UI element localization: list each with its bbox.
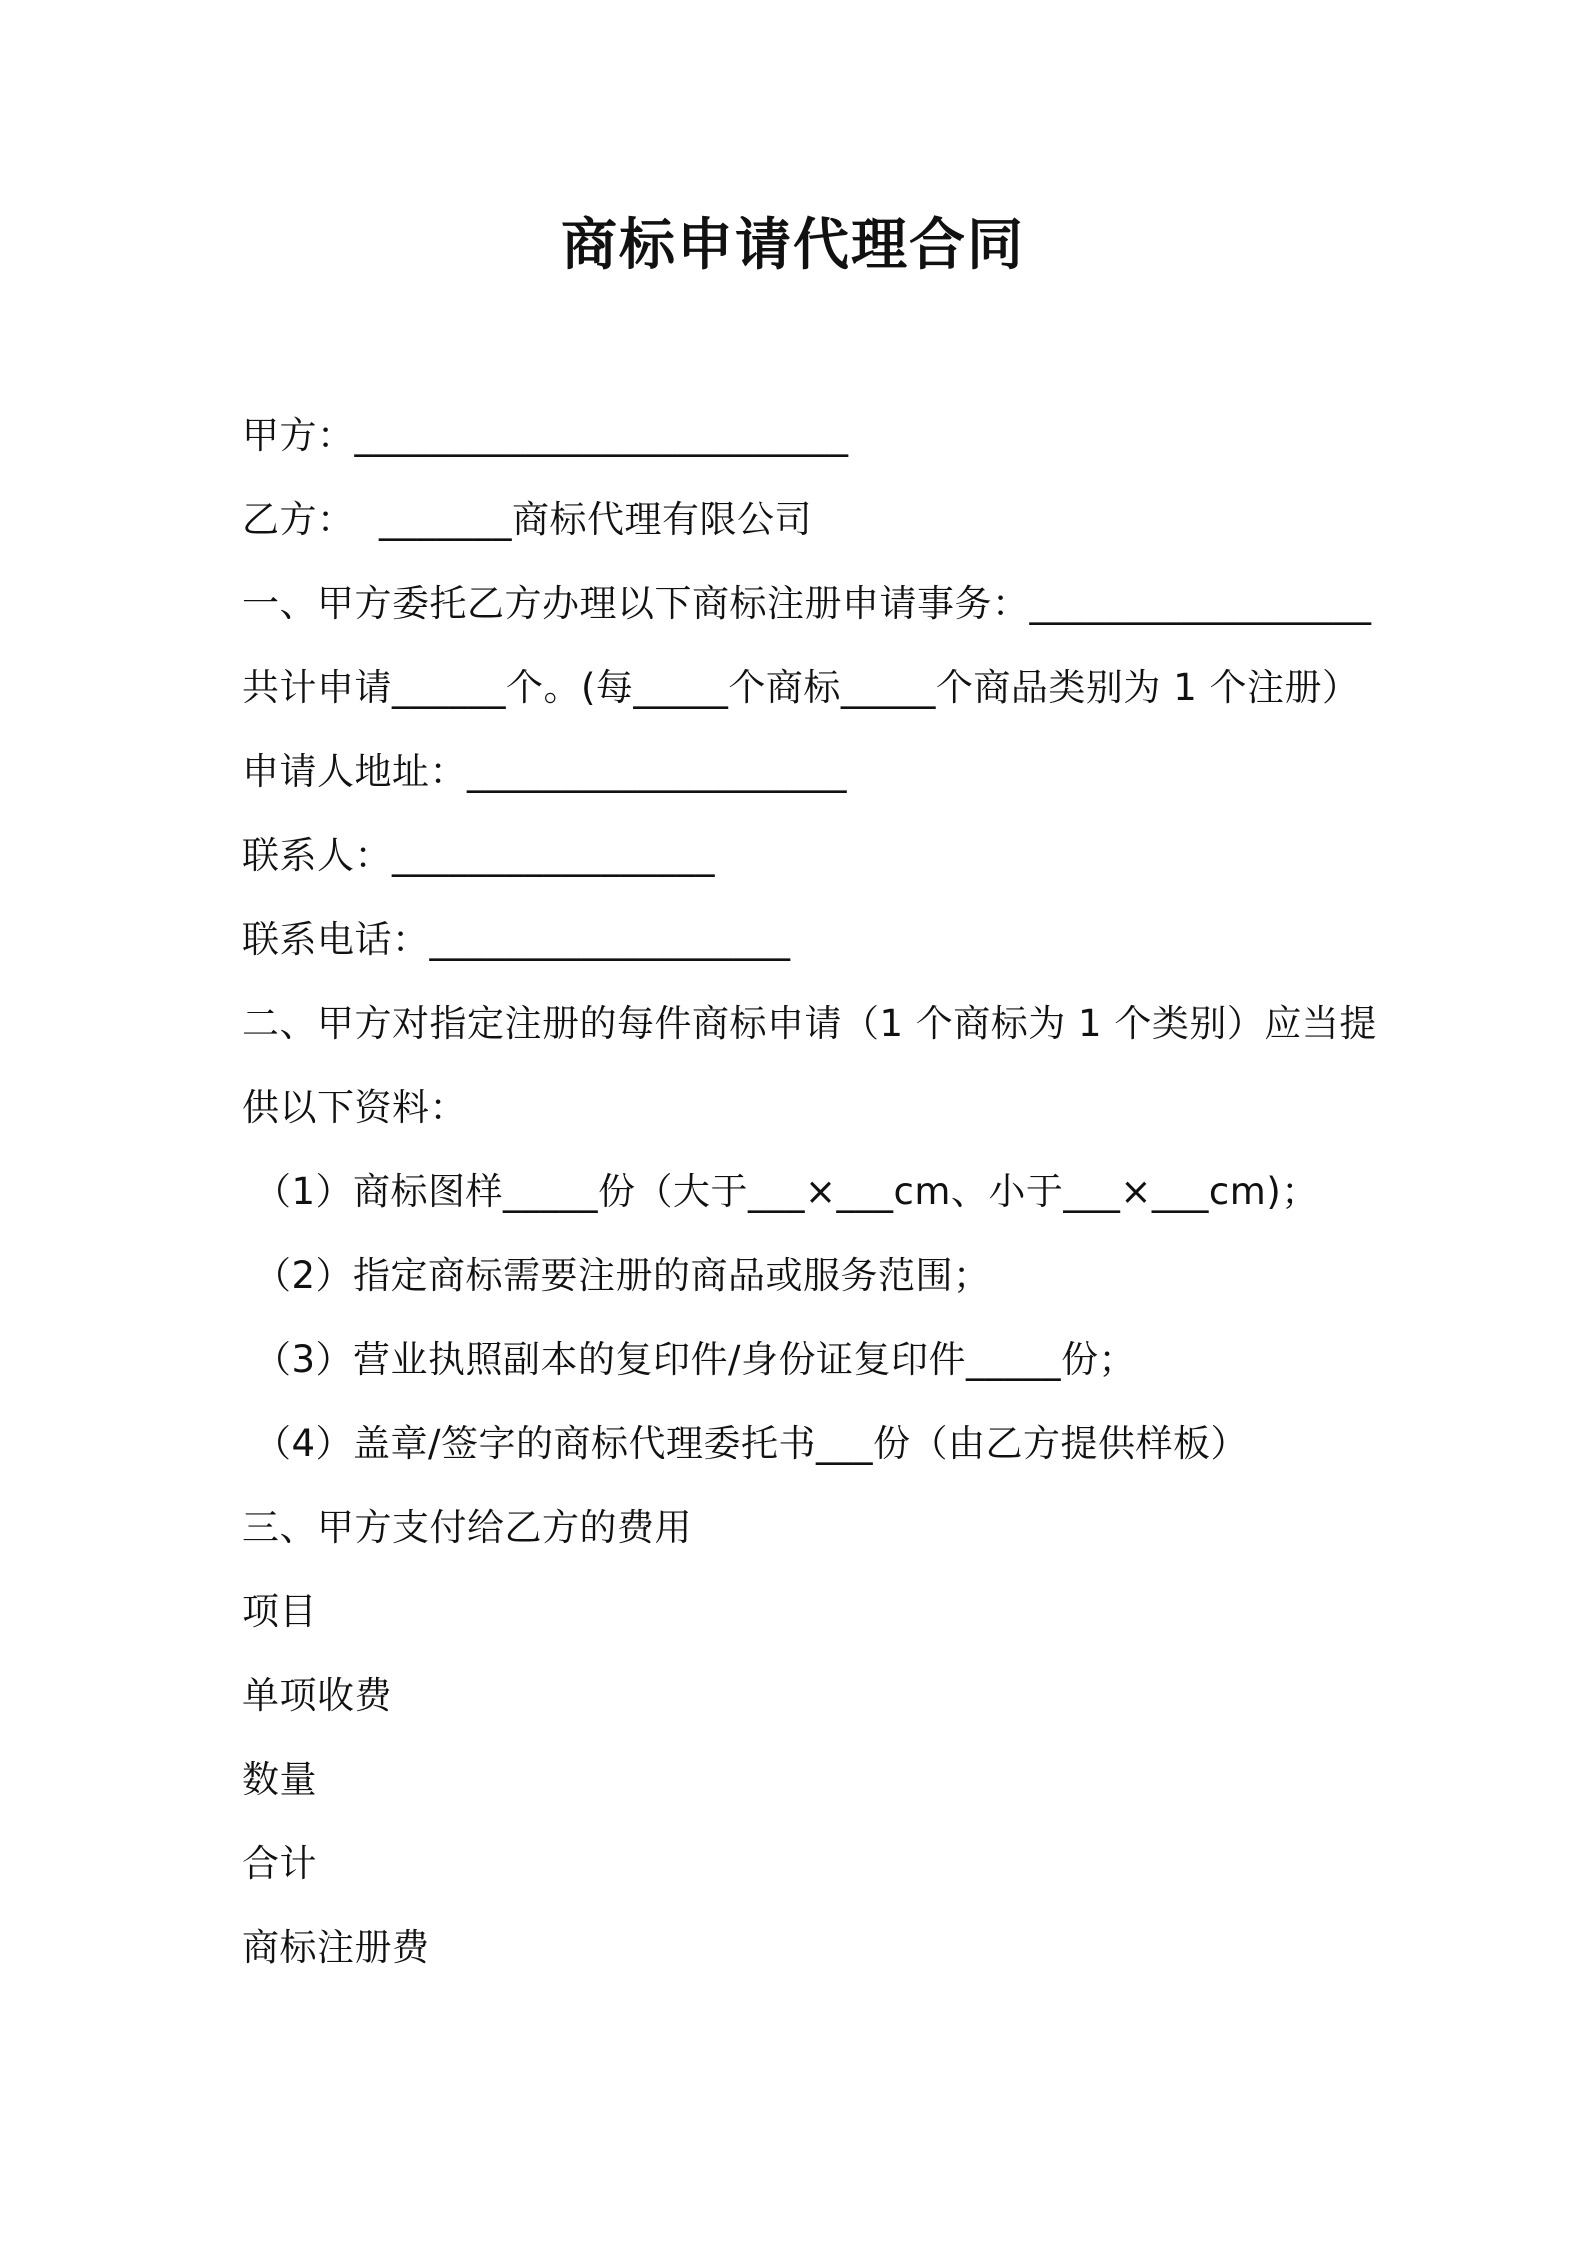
contact-person-line: 联系人：_________________ bbox=[242, 834, 715, 877]
party-b-line: 乙方： _______商标代理有限公司 bbox=[242, 498, 813, 541]
party-a-line: 甲方：__________________________ bbox=[242, 414, 849, 457]
section-three-line: 三、甲方支付给乙方的费用 bbox=[242, 1506, 692, 1549]
section-two-continuation: 供以下资料： bbox=[242, 1086, 467, 1129]
section-one-line: 一、甲方委托乙方办理以下商标注册申请事务：__________________ bbox=[242, 582, 1372, 625]
section-two-line: 二、甲方对指定注册的每件商标申请（1 个商标为 1 个类别）应当提 bbox=[242, 1002, 1377, 1045]
material-item-1: （1）商标图样_____份（大于___×___cm、小于___×___cm)； bbox=[254, 1170, 1319, 1213]
application-count-line: 共计申请______个。(每_____个商标_____个商品类别为 1 个注册） bbox=[242, 666, 1360, 709]
material-item-4: （4）盖章/签字的商标代理委托书___份（由乙方提供样板） bbox=[254, 1422, 1249, 1465]
trademark-registration-fee-label: 商标注册费 bbox=[242, 1926, 430, 1969]
fee-unit-charge-label: 单项收费 bbox=[242, 1674, 392, 1717]
document-title: 商标申请代理合同 bbox=[561, 213, 1025, 278]
material-item-2: （2）指定商标需要注册的商品或服务范围； bbox=[254, 1254, 991, 1297]
applicant-address-line: 申请人地址：____________________ bbox=[242, 750, 847, 793]
fee-item-label: 项目 bbox=[242, 1590, 317, 1633]
contact-phone-line: 联系电话：___________________ bbox=[242, 918, 791, 961]
material-item-3: （3）营业执照副本的复印件/身份证复印件_____份； bbox=[254, 1338, 1137, 1381]
fee-total-label: 合计 bbox=[242, 1842, 317, 1885]
fee-quantity-label: 数量 bbox=[242, 1758, 317, 1801]
